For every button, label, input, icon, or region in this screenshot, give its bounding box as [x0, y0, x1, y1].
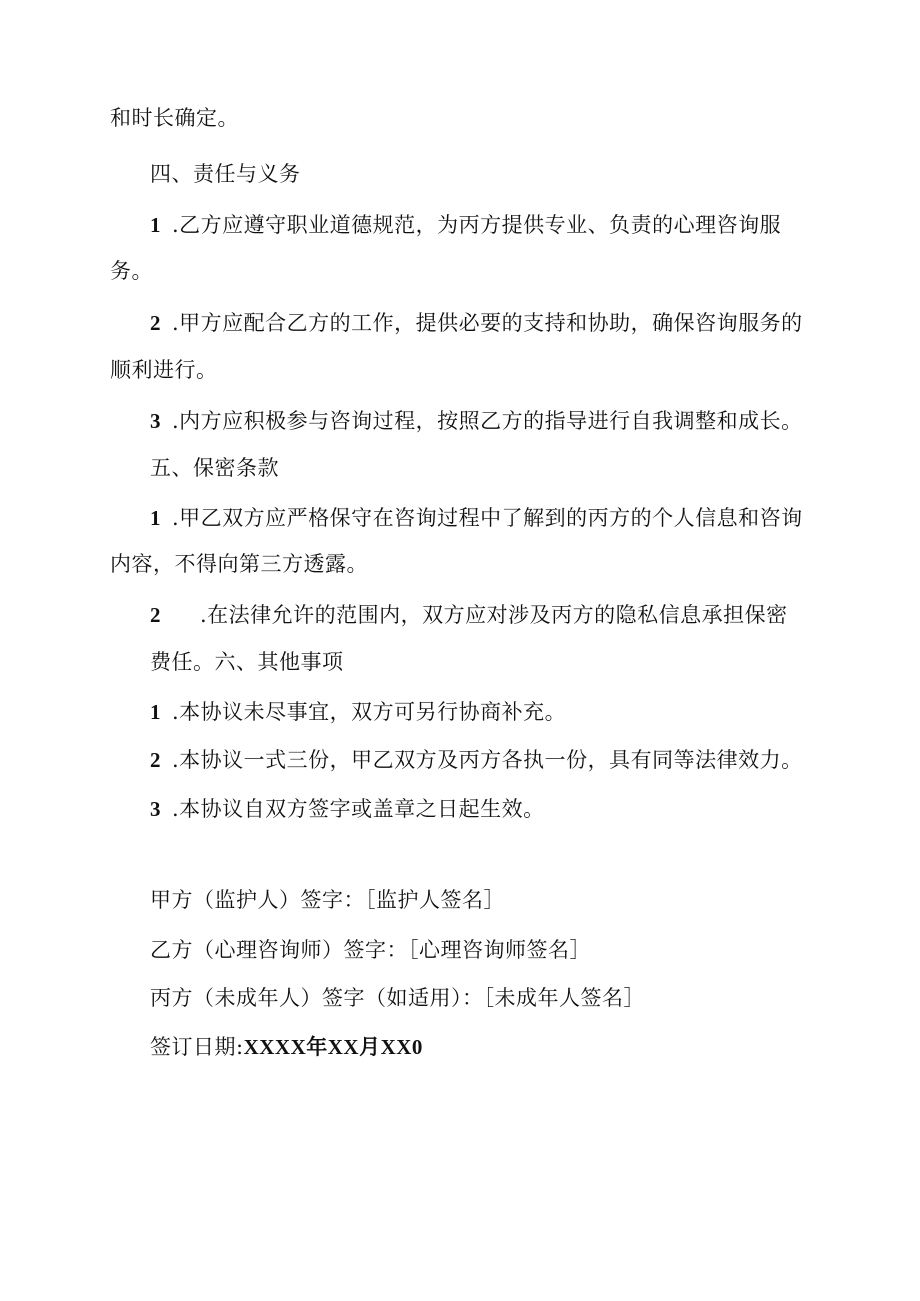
- clause-text: .在法律允许的范围内，双方应对涉及丙方的隐私信息承担保密: [200, 603, 788, 627]
- clause-number: 2: [150, 603, 161, 627]
- clause-4-3: [150, 408, 803, 434]
- clause-4-2: [150, 310, 803, 336]
- paragraph-line: [110, 105, 239, 131]
- date-label: 签订日期:: [150, 1035, 244, 1059]
- section-heading-confidentiality: [150, 455, 279, 481]
- clause-4-1: [150, 212, 781, 238]
- clause-5-2-continued-and-section-heading-other: [150, 649, 344, 675]
- date-value: XXXX年XX月XX0: [243, 1035, 423, 1059]
- clause-text: .甲乙双方应严格保守在咨询过程中了解到的丙方的个人信息和咨询: [172, 506, 803, 530]
- heading-text: 四、责任与义务: [150, 162, 301, 186]
- clause-number: 1: [150, 506, 161, 530]
- signature-text: 甲方（监护人）签字：［监护人签名］: [150, 888, 505, 912]
- clause-text: .甲方应配合乙方的工作，提供必要的支持和协助，确保咨询服务的: [172, 311, 803, 335]
- clause-5-2: [150, 602, 788, 628]
- clause-text: .乙方应遵守职业道德规范，为丙方提供专业、负责的心理咨询服: [172, 213, 782, 237]
- clause-text: .内方应积极参与咨询过程，按照乙方的指导进行自我调整和成长。: [172, 409, 803, 433]
- clause-number: 3: [150, 409, 161, 433]
- signing-date: [150, 1034, 423, 1060]
- section-heading-responsibilities: [150, 161, 301, 187]
- clause-6-3: [150, 796, 545, 822]
- text: 和时长确定。: [110, 106, 239, 130]
- clause-number: 1: [150, 700, 161, 724]
- signature-text: 乙方（心理咨询师）签字：［心理咨询师签名］: [150, 938, 591, 962]
- clause-4-2-continued: [110, 357, 218, 383]
- clause-text: .本协议一式三份，甲乙双方及丙方各执一份，具有同等法律效力。: [172, 748, 803, 772]
- signature-party-b: [150, 937, 591, 963]
- clause-5-1-continued: [110, 551, 368, 577]
- clause-6-2: [150, 747, 803, 773]
- clause-number: 2: [150, 311, 161, 335]
- signature-party-c: [150, 985, 645, 1011]
- clause-text: 顺利进行。: [110, 358, 218, 382]
- signature-party-a: [150, 887, 505, 913]
- clause-text: .本协议未尽事宜，双方可另行协商补充。: [172, 700, 567, 724]
- clause-number: 2: [150, 748, 161, 772]
- clause-number: 1: [150, 213, 161, 237]
- clause-6-1: [150, 699, 566, 725]
- clause-text: 费任。六、其他事项: [150, 650, 344, 674]
- heading-text: 五、保密条款: [150, 456, 279, 480]
- clause-number: 3: [150, 797, 161, 821]
- clause-text: 务。: [110, 259, 153, 283]
- clause-5-1: [150, 505, 803, 531]
- clause-text: 内容，不得向第三方透露。: [110, 552, 368, 576]
- clause-4-1-continued: [110, 258, 153, 284]
- clause-text: .本协议自双方签字或盖章之日起生效。: [172, 797, 545, 821]
- signature-text: 丙方（未成年人）签字（如适用）：［未成年人签名］: [150, 986, 645, 1010]
